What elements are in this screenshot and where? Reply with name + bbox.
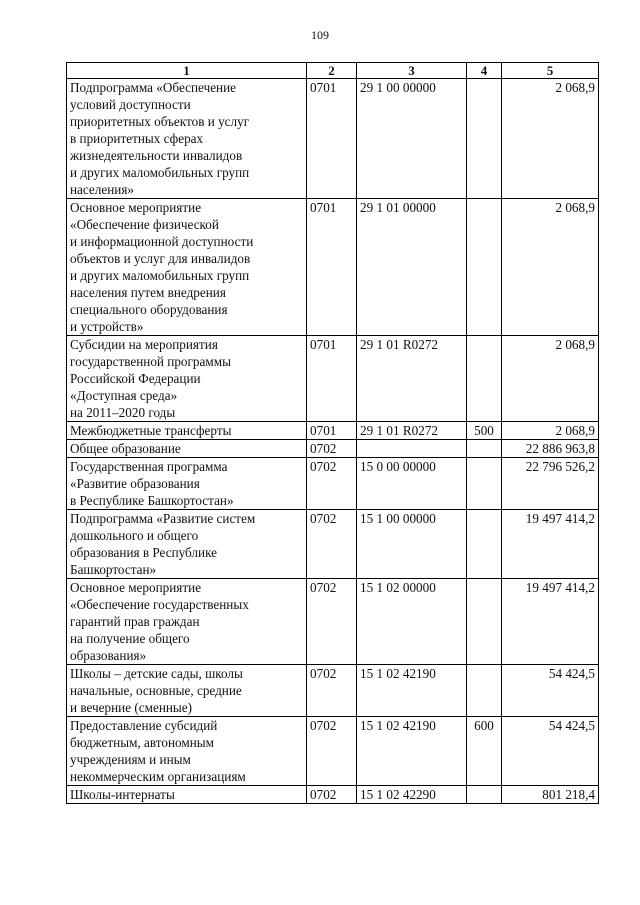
row-section-code-cell: 0702 — [307, 579, 357, 665]
row-amount-cell: 2 068,9 — [502, 422, 599, 440]
row-section-code-cell: 0702 — [307, 665, 357, 717]
row-section-code-cell: 0701 — [307, 199, 357, 336]
budget-table — [66, 62, 599, 804]
table-row — [67, 422, 599, 440]
table-row — [67, 510, 599, 579]
row-expense-type-cell — [467, 786, 502, 804]
row-target-article-cell — [357, 440, 467, 458]
row-expense-type-cell — [467, 579, 502, 665]
row-expense-type-cell — [467, 440, 502, 458]
row-name-cell: Межбюджетные трансферты — [67, 422, 307, 440]
row-name-cell: Подпрограмма «Обеспечение условий доступности приоритетных объектов и услуг в приоритетных сферах жизнедеятельности инвалидов и других маломобильных групп населения» — [67, 79, 307, 199]
row-section-code-cell: 0702 — [307, 458, 357, 510]
row-expense-type-cell — [467, 510, 502, 579]
row-amount-cell: 2 068,9 — [502, 336, 599, 422]
row-section-code-cell: 0702 — [307, 717, 357, 786]
row-target-article-cell: 29 1 01 00000 — [357, 199, 467, 336]
table-row — [67, 665, 599, 717]
row-target-article-cell: 15 1 00 00000 — [357, 510, 467, 579]
row-target-article-cell: 29 1 01 R0272 — [357, 422, 467, 440]
header-cell-expense-type: 4 — [467, 63, 502, 79]
row-expense-type-cell: 600 — [467, 717, 502, 786]
row-amount-cell: 19 497 414,2 — [502, 510, 599, 579]
row-target-article-cell: 29 1 01 R0272 — [357, 336, 467, 422]
row-name-cell: Общее образование — [67, 440, 307, 458]
row-expense-type-cell — [467, 199, 502, 336]
row-name-cell: Основное мероприятие «Обеспечение государственных гарантий прав граждан на получение общего образования» — [67, 579, 307, 665]
row-amount-cell: 2 068,9 — [502, 79, 599, 199]
row-section-code-cell: 0702 — [307, 440, 357, 458]
table-row — [67, 717, 599, 786]
row-target-article-cell: 15 1 02 00000 — [357, 579, 467, 665]
row-name-cell: Предоставление субсидий бюджетным, автономным учреждениям и иным некоммерческим организациям — [67, 717, 307, 786]
row-target-article-cell: 15 1 02 42190 — [357, 717, 467, 786]
table-row — [67, 579, 599, 665]
row-amount-cell: 54 424,5 — [502, 665, 599, 717]
row-target-article-cell: 29 1 00 00000 — [357, 79, 467, 199]
table-row — [67, 336, 599, 422]
header-cell-section: 2 — [307, 63, 357, 79]
row-expense-type-cell — [467, 336, 502, 422]
row-name-cell: Субсидии на мероприятия государственной программы Российской Федерации «Доступная среда» на 2011–2020 годы — [67, 336, 307, 422]
row-target-article-cell: 15 1 02 42190 — [357, 665, 467, 717]
row-section-code-cell: 0702 — [307, 786, 357, 804]
row-amount-cell: 54 424,5 — [502, 717, 599, 786]
row-target-article-cell: 15 0 00 00000 — [357, 458, 467, 510]
row-name-cell: Подпрограмма «Развитие систем дошкольного и общего образования в Республике Башкортостан» — [67, 510, 307, 579]
table-row — [67, 458, 599, 510]
row-name-cell: Государственная программа «Развитие образования в Республике Башкортостан» — [67, 458, 307, 510]
row-section-code-cell: 0701 — [307, 336, 357, 422]
row-section-code-cell: 0701 — [307, 79, 357, 199]
row-expense-type-cell — [467, 458, 502, 510]
row-name-cell: Школы-интернаты — [67, 786, 307, 804]
row-expense-type-cell — [467, 79, 502, 199]
header-cell-amount: 5 — [502, 63, 599, 79]
row-amount-cell: 22 796 526,2 — [502, 458, 599, 510]
row-section-code-cell: 0701 — [307, 422, 357, 440]
row-section-code-cell: 0702 — [307, 510, 357, 579]
row-expense-type-cell: 500 — [467, 422, 502, 440]
table-row — [67, 786, 599, 804]
page-number: 109 — [311, 28, 329, 42]
row-expense-type-cell — [467, 665, 502, 717]
row-amount-cell: 801 218,4 — [502, 786, 599, 804]
row-target-article-cell: 15 1 02 42290 — [357, 786, 467, 804]
header-row — [67, 63, 599, 79]
table-row — [67, 79, 599, 199]
header-cell-name: 1 — [67, 63, 307, 79]
header-cell-target-article: 3 — [357, 63, 467, 79]
table-row — [67, 199, 599, 336]
table-row — [67, 440, 599, 458]
row-amount-cell: 19 497 414,2 — [502, 579, 599, 665]
row-amount-cell: 2 068,9 — [502, 199, 599, 336]
row-amount-cell: 22 886 963,8 — [502, 440, 599, 458]
row-name-cell: Школы – детские сады, школы начальные, основные, средние и вечерние (сменные) — [67, 665, 307, 717]
row-name-cell: Основное мероприятие «Обеспечение физической и информационной доступности объектов и услуг для инвалидов и других маломобильных групп населения путем внедрения специального оборудования и устройств» — [67, 199, 307, 336]
